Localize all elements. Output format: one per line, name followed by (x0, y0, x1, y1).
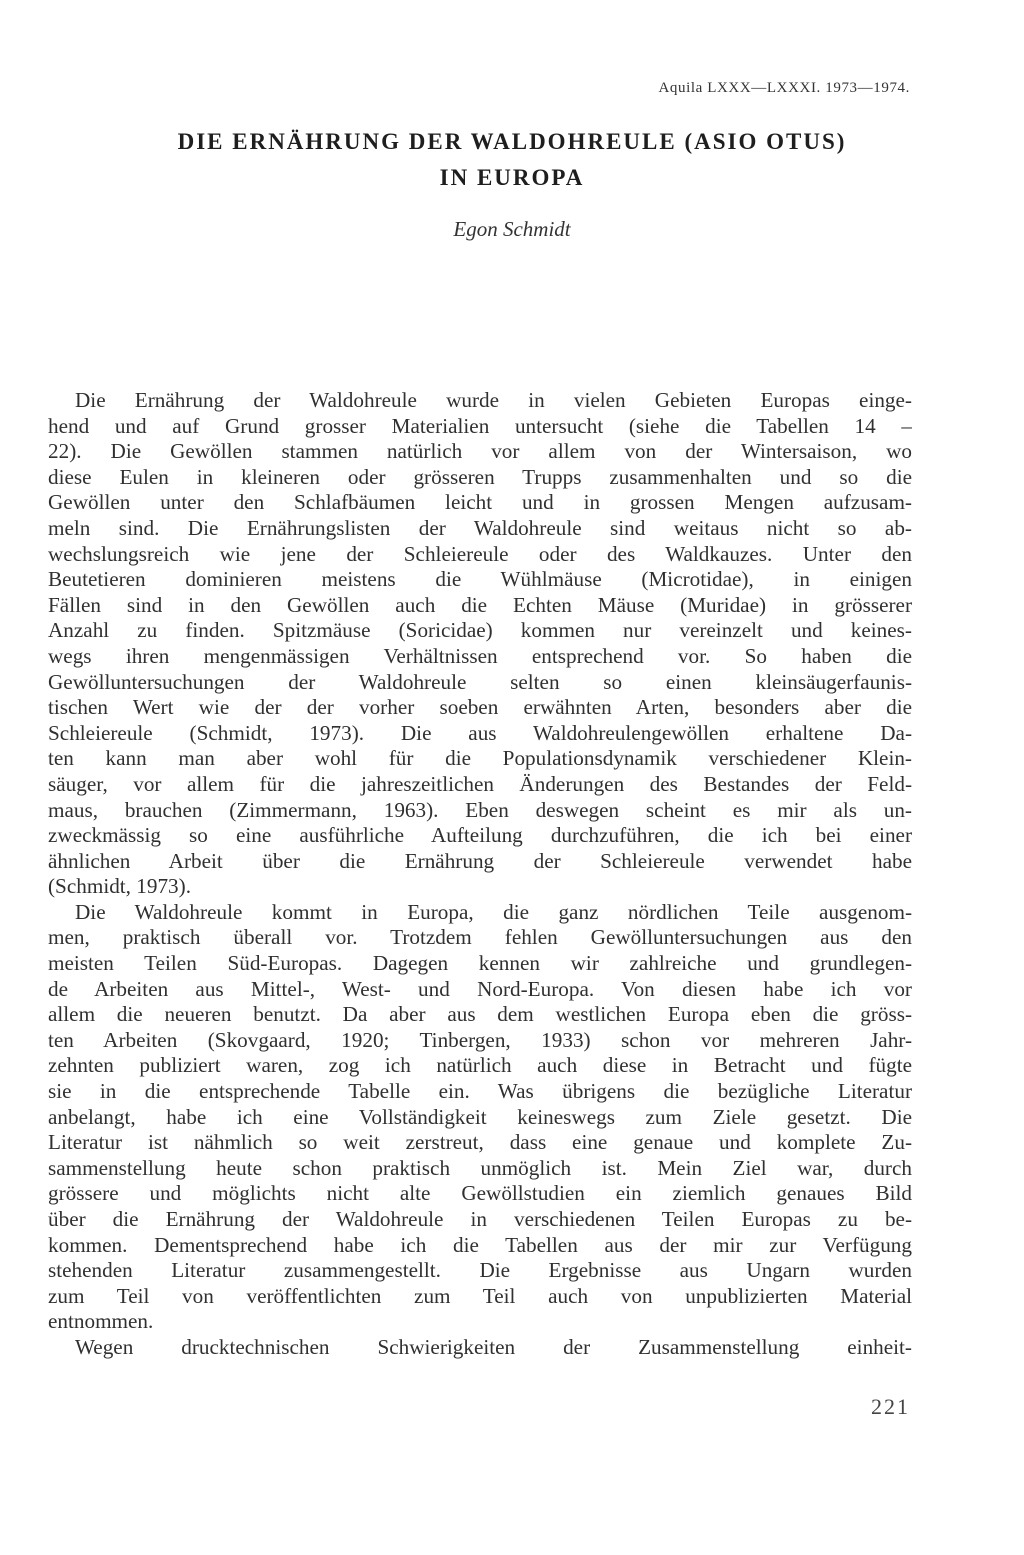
body-line: meisten Teilen Süd-Europas. Dagegen kennen wir zahlreiche und grundlegen- (48, 951, 912, 976)
body-line: diese Eulen in kleineren oder grösseren Trupps zusammenhalten und so die (48, 464, 912, 489)
body-line: Anzahl zu finden. Spitzmäuse (Soricidae) kommen nur vereinzelt und keines- (48, 618, 912, 643)
body-line: Gewölluntersuchungen der Waldohreule selten so einen kleinsäugerfaunis- (48, 669, 912, 694)
body-line: Die Waldohreule kommt in Europa, die ganz nördlichen Teile ausgenom- (75, 899, 912, 924)
body-line: ten Arbeiten (Skovgaard, 1920; Tinbergen, 1933) schon vor mehreren Jahr- (48, 1027, 912, 1052)
body-line: stehenden Literatur zusammengestellt. Die Ergebnisse aus Ungarn wurden (48, 1258, 912, 1283)
body-line: Beutetieren dominieren meistens die Wühlmäuse (Microtidae), in einigen (48, 567, 912, 592)
body-line: allem die neueren benutzt. Da aber aus dem westlichen Europa eben die gröss- (48, 1002, 912, 1027)
body-line: men, praktisch überall vor. Trotzdem fehlen Gewölluntersuchungen aus den (48, 925, 912, 950)
body-line: Fällen sind in den Gewöllen auch die Echten Mäuse (Muridae) in grösserer (48, 592, 912, 617)
body-line: sammenstellung heute schon praktisch unmöglich ist. Mein Ziel war, durch (48, 1155, 912, 1180)
body-line: ähnlichen Arbeit über die Ernährung der Schleiereule verwendet habe (48, 848, 912, 873)
body-line: zum Teil von veröffentlichten zum Teil auch von unpublizierten Material (48, 1283, 912, 1308)
body-line: kommen. Dementsprechend habe ich die Tabellen aus der mir zur Verfügung (48, 1232, 912, 1257)
title-line-1: DIE ERNÄHRUNG DER WALDOHREULE (ASIO OTUS) (177, 129, 847, 154)
body-line: entnommen. (48, 1309, 154, 1334)
body-line: maus, brauchen (Zimmermann, 1963). Eben deswegen scheint es mir als un- (48, 797, 912, 822)
body-line: Die Ernährung der Waldohreule wurde in vielen Gebieten Europas einge- (75, 388, 912, 412)
body-line: Gewöllen unter den Schlafbäumen leicht und in grossen Mengen aufzusam- (48, 490, 912, 515)
body-line: anbelangt, habe ich eine Vollständigkeit keineswegs zum Ziele gesetzt. Die (48, 1104, 912, 1129)
body-line: sie in die entsprechende Tabelle ein. Was übrigens die bezügliche Literatur (48, 1079, 912, 1104)
journal-header: Aquila LXXX—LXXXI. 1973—1974. (658, 80, 910, 96)
article-title (0, 124, 1024, 196)
body-line: Wegen drucktechnischen Schwierigkeiten der Zusammenstellung einheit- (75, 1334, 912, 1359)
body-line: tischen Wert wie der der vorher soeben erwähnten Arten, besonders aber die (48, 695, 912, 720)
body-line: wegs ihren mengenmässigen Verhältnissen entsprechend vor. So haben die (48, 643, 912, 668)
body-line: 22). Die Gewöllen stammen natürlich vor allem von der Wintersaison, wo (48, 439, 912, 464)
body-line: zehnten publiziert waren, zog ich natürlich auch diese in Betracht und fügte (48, 1053, 912, 1078)
body-line: (Schmidt, 1973). (48, 874, 192, 899)
body-line: Schleiereule (Schmidt, 1973). Die aus Waldohreulengewöllen erhaltene Da- (48, 720, 912, 745)
body-line: grössere und möglichts nicht alte Gewöllstudien ein ziemlich genaues Bild (48, 1181, 912, 1206)
body-line: hend und auf Grund grosser Materialien untersucht (siehe die Tabellen 14 – (48, 413, 912, 438)
body-line: zweckmässig so eine ausführliche Aufteilung durchzuführen, die ich bei einer (48, 823, 912, 848)
body-line: wechslungsreich wie jene der Schleiereule oder des Waldkauzes. Unter den (48, 541, 912, 566)
article-body (48, 388, 912, 1361)
body-line: ten kann man aber wohl für die Populationsdynamik verschiedener Klein- (48, 746, 912, 771)
title-line-2: IN EUROPA (439, 165, 585, 190)
body-line: Literatur ist nähmlich so weit zerstreut, dass eine genaue und komplete Zu- (48, 1130, 912, 1155)
body-line: säuger, vor allem für die jahreszeitlichen Änderungen des Bestandes der Feld- (48, 771, 912, 796)
page-number: 221 (871, 1394, 910, 1419)
body-line: meln sind. Die Ernährungslisten der Waldohreule sind weitaus nicht so ab- (48, 515, 912, 540)
body-line: über die Ernährung der Waldohreule in verschiedenen Teilen Europas zu be- (48, 1207, 912, 1231)
author-name: Egon Schmidt (453, 217, 571, 241)
body-line: de Arbeiten aus Mittel-, West- und Nord-Europa. Von diesen habe ich vor (48, 976, 912, 1001)
